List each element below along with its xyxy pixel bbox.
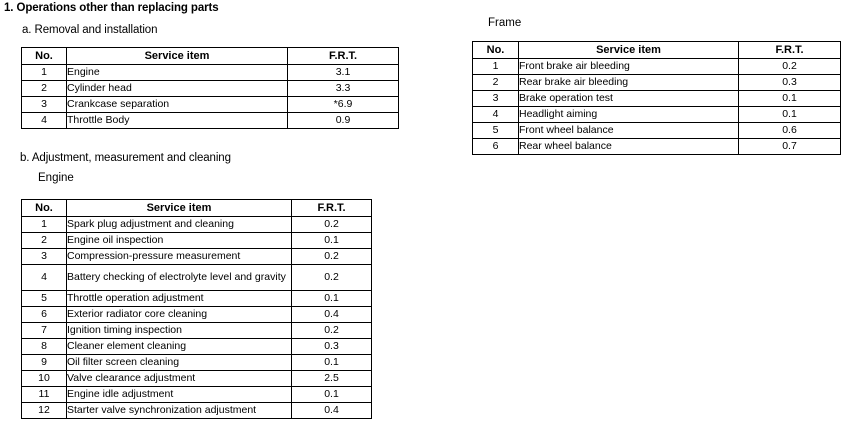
cell-frt: 0.2	[292, 217, 372, 233]
cell-frt: *6.9	[288, 97, 399, 113]
column-header-frt: F.R.T.	[739, 42, 841, 59]
cell-frt: 0.7	[739, 139, 841, 155]
cell-frt: 0.1	[292, 233, 372, 249]
cell-no: 6	[473, 139, 519, 155]
cell-no: 11	[22, 387, 67, 403]
cell-item: Rear wheel balance	[519, 139, 739, 155]
cell-item: Front wheel balance	[519, 123, 739, 139]
cell-item: Rear brake air bleeding	[519, 75, 739, 91]
cell-no: 3	[22, 97, 67, 113]
cell-no: 1	[22, 217, 67, 233]
column-header-frt: F.R.T.	[292, 200, 372, 217]
cell-no: 4	[473, 107, 519, 123]
table-row	[22, 403, 372, 419]
cell-frt: 3.1	[288, 65, 399, 81]
cell-item: Exterior radiator core cleaning	[67, 307, 292, 323]
column-header-no: No.	[473, 42, 519, 59]
table-row	[473, 91, 841, 107]
cell-item: Brake operation test	[519, 91, 739, 107]
column-header-service-item: Service item	[519, 42, 739, 59]
cell-item: Ignition timing inspection	[67, 323, 292, 339]
cell-frt: 0.4	[292, 307, 372, 323]
table-row	[22, 291, 372, 307]
table-row	[22, 265, 372, 291]
cell-no: 3	[22, 249, 67, 265]
frame-table-body	[473, 59, 841, 155]
cell-item: Throttle Body	[67, 113, 288, 129]
cell-frt: 2.5	[292, 371, 372, 387]
cell-no: 4	[22, 113, 67, 129]
column-header-service-item: Service item	[67, 200, 292, 217]
table-row	[473, 123, 841, 139]
cell-no: 3	[473, 91, 519, 107]
table-row	[22, 323, 372, 339]
cell-frt: 0.2	[292, 323, 372, 339]
table-row	[473, 75, 841, 91]
cell-frt: 0.2	[292, 249, 372, 265]
cell-no: 12	[22, 403, 67, 419]
cell-item: Engine idle adjustment	[67, 387, 292, 403]
cell-item: Engine	[67, 65, 288, 81]
cell-item-text: Battery checking of electrolyte level and gravity	[67, 270, 286, 283]
cell-frt: 0.4	[292, 403, 372, 419]
cell-frt: 0.2	[292, 265, 372, 291]
table-row	[22, 249, 372, 265]
column-header-service-item: Service item	[67, 48, 288, 65]
cell-no: 5	[22, 291, 67, 307]
table-row	[473, 139, 841, 155]
cell-no: 4	[22, 265, 67, 291]
cell-frt: 0.1	[739, 107, 841, 123]
table-row	[22, 233, 372, 249]
group-heading-frame: Frame	[488, 17, 522, 29]
table-row	[22, 371, 372, 387]
adjustment-engine-table-body	[22, 217, 372, 419]
cell-no: 1	[22, 65, 67, 81]
table-row	[22, 217, 372, 233]
table-header-row	[22, 200, 372, 217]
table-row	[22, 97, 399, 113]
cell-no: 2	[22, 233, 67, 249]
cell-item: Front brake air bleeding	[519, 59, 739, 75]
cell-frt: 0.1	[292, 355, 372, 371]
table-row	[22, 65, 399, 81]
cell-no: 2	[473, 75, 519, 91]
cell-item: Starter valve synchronization adjustment	[67, 403, 292, 419]
cell-frt: 0.1	[292, 387, 372, 403]
cell-item: Valve clearance adjustment	[67, 371, 292, 387]
table-row	[22, 81, 399, 97]
table-row	[473, 107, 841, 123]
cell-frt: 0.6	[739, 123, 841, 139]
table-row	[473, 59, 841, 75]
cell-item: Spark plug adjustment and cleaning	[67, 217, 292, 233]
table-header-row	[22, 48, 399, 65]
table-row	[22, 307, 372, 323]
cell-frt: 0.3	[292, 339, 372, 355]
cell-item: Throttle operation adjustment	[67, 291, 292, 307]
cell-no: 5	[473, 123, 519, 139]
cell-no: 9	[22, 355, 67, 371]
table-row	[22, 339, 372, 355]
cell-item: Oil filter screen cleaning	[67, 355, 292, 371]
group-heading-engine: Engine	[38, 172, 74, 184]
cell-item: Crankcase separation	[67, 97, 288, 113]
cell-frt: 0.3	[739, 75, 841, 91]
cell-item	[67, 265, 292, 291]
cell-no: 1	[473, 59, 519, 75]
frame-table	[472, 41, 841, 155]
subsection-heading-b: b. Adjustment, measurement and cleaning	[20, 152, 231, 164]
cell-frt: 0.1	[739, 91, 841, 107]
table-row	[22, 355, 372, 371]
cell-frt: 0.9	[288, 113, 399, 129]
page-title: 1. Operations other than replacing parts	[4, 2, 219, 14]
cell-no: 7	[22, 323, 67, 339]
cell-no: 10	[22, 371, 67, 387]
cell-frt: 3.3	[288, 81, 399, 97]
cell-item: Cleaner element cleaning	[67, 339, 292, 355]
table-header-row	[473, 42, 841, 59]
column-header-no: No.	[22, 200, 67, 217]
column-header-frt: F.R.T.	[288, 48, 399, 65]
subsection-heading-a: a. Removal and installation	[22, 24, 158, 36]
column-header-no: No.	[22, 48, 67, 65]
removal-installation-table-body	[22, 65, 399, 129]
table-row	[22, 387, 372, 403]
cell-item: Headlight aiming	[519, 107, 739, 123]
adjustment-engine-table	[21, 199, 372, 419]
cell-item: Engine oil inspection	[67, 233, 292, 249]
cell-no: 8	[22, 339, 67, 355]
table-row	[22, 113, 399, 129]
cell-item: Compression-pressure measurement	[67, 249, 292, 265]
cell-frt: 0.1	[292, 291, 372, 307]
cell-no: 6	[22, 307, 67, 323]
cell-no: 2	[22, 81, 67, 97]
cell-item: Cylinder head	[67, 81, 288, 97]
cell-frt: 0.2	[739, 59, 841, 75]
removal-installation-table	[21, 47, 399, 129]
